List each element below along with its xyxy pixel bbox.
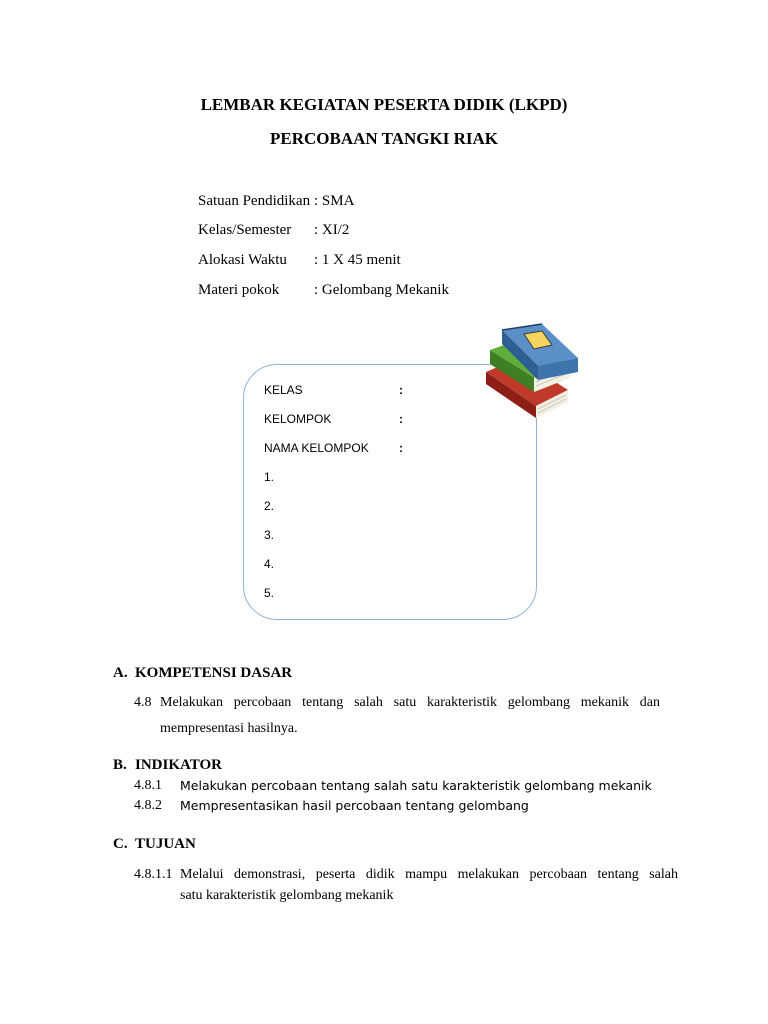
info-label-satuan: Satuan Pendidikan: [198, 193, 311, 209]
page-title: LEMBAR KEGIATAN PESERTA DIDIK (LKPD): [200, 95, 568, 114]
form-colon-kelompok: :: [399, 412, 403, 426]
section-c-letter: C.: [113, 836, 128, 852]
info-value-kelas: : XI/2: [314, 222, 350, 238]
section-a-title: KOMPETENSI DASAR: [135, 665, 293, 681]
section-b-title: INDIKATOR: [135, 757, 222, 773]
info-value-alokasi: : 1 X 45 menit: [314, 252, 401, 268]
indikator-text-1: Melakukan percobaan tentang salah satu karakteristik gelombang mekanik: [180, 778, 652, 793]
form-colon-kelas: :: [399, 383, 403, 397]
form-label-nama-kelompok: NAMA KELOMPOK: [264, 441, 369, 455]
kd-text-line1: Melakukan percobaan tentang salah satu karakteristik gelombang mekanik dan: [160, 695, 660, 710]
info-value-materi: : Gelombang Mekanik: [314, 282, 449, 298]
member-slot-5: 5.: [264, 586, 275, 600]
kd-number: 4.8: [134, 695, 152, 710]
member-slot-4: 4.: [264, 557, 275, 571]
indikator-text-2: Mempresentasikan hasil percobaan tentang gelombang: [180, 798, 529, 813]
form-label-kelas: KELAS: [264, 383, 303, 397]
member-slot-1: 1.: [264, 470, 275, 484]
tujuan-text-line1: Melalui demonstrasi, peserta didik mampu melakukan percobaan tentang salah: [180, 867, 678, 882]
books-icon: [478, 320, 588, 426]
kd-text-line2: mempresentasi hasilnya.: [160, 721, 298, 736]
info-label-alokasi: Alokasi Waktu: [198, 252, 287, 268]
info-value-satuan: : SMA: [314, 193, 355, 209]
page-subtitle: PERCOBAAN TANGKI RIAK: [270, 129, 498, 148]
section-c-title: TUJUAN: [135, 836, 196, 852]
member-slot-2: 2.: [264, 499, 275, 513]
indikator-num-2: 4.8.2: [134, 798, 162, 813]
info-label-materi: Materi pokok: [198, 282, 280, 298]
section-b-letter: B.: [113, 757, 127, 773]
info-label-kelas: Kelas/Semester: [198, 222, 292, 238]
form-colon-nama-kelompok: :: [399, 441, 403, 455]
indikator-num-1: 4.8.1: [134, 778, 162, 793]
tujuan-text-line2: satu karakteristik gelombang mekanik: [180, 888, 394, 903]
member-slot-3: 3.: [264, 528, 275, 542]
tujuan-number: 4.8.1.1: [134, 867, 173, 882]
form-label-kelompok: KELOMPOK: [264, 412, 332, 426]
section-a-letter: A.: [113, 665, 128, 681]
